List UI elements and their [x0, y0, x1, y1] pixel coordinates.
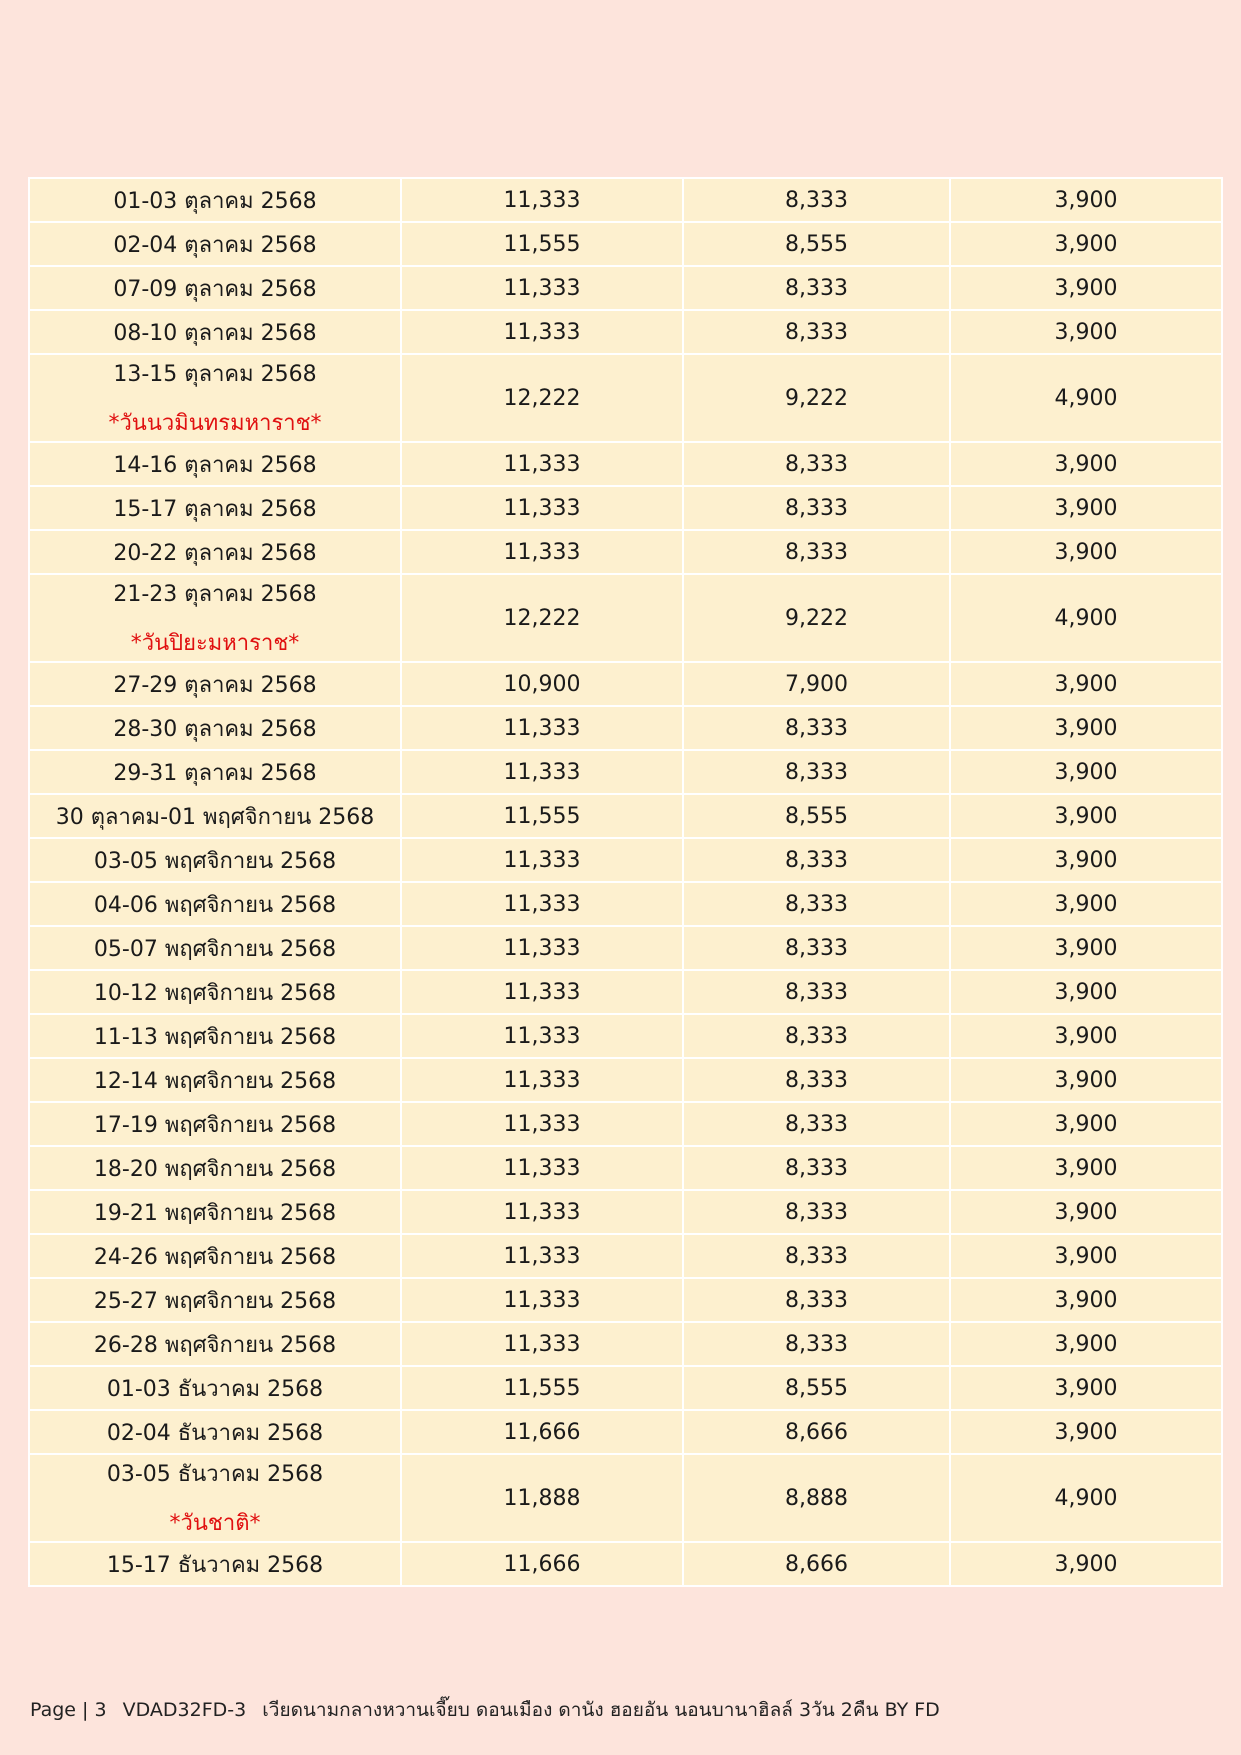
date-cell	[29, 1014, 401, 1058]
price-cell-c: 3,900	[950, 178, 1222, 222]
date-cell	[29, 222, 401, 266]
date-cell	[29, 1366, 401, 1410]
date-cell	[29, 1102, 401, 1146]
price-cell-b: 8,333	[683, 750, 950, 794]
date-cell	[29, 486, 401, 530]
price-cell-a: 11,555	[401, 794, 683, 838]
price-cell-c: 3,900	[950, 926, 1222, 970]
table-row	[29, 970, 1222, 1014]
price-cell-c: 3,900	[950, 1102, 1222, 1146]
price-cell-c: 3,900	[950, 970, 1222, 1014]
price-cell-a: 11,333	[401, 1014, 683, 1058]
date-cell	[29, 1278, 401, 1322]
price-cell-a: 11,666	[401, 1410, 683, 1454]
price-cell-b: 9,222	[683, 354, 950, 442]
travel-date: 07-09 ตุลาคม 2568	[113, 276, 317, 302]
travel-date: 27-29 ตุลาคม 2568	[113, 672, 317, 698]
price-cell-b: 8,333	[683, 486, 950, 530]
price-cell-a: 10,900	[401, 662, 683, 706]
date-cell	[29, 882, 401, 926]
price-cell-c: 3,900	[950, 794, 1222, 838]
price-cell-c: 4,900	[950, 1454, 1222, 1542]
date-cell	[29, 1190, 401, 1234]
travel-date: 12-14 พฤศจิกายน 2568	[93, 1068, 337, 1094]
travel-date: 29-31 ตุลาคม 2568	[113, 760, 317, 786]
price-cell-b: 8,333	[683, 970, 950, 1014]
date-cell	[29, 662, 401, 706]
date-cell	[29, 1322, 401, 1366]
price-cell-c: 3,900	[950, 1278, 1222, 1322]
table-row	[29, 222, 1222, 266]
table-row	[29, 838, 1222, 882]
date-cell	[29, 442, 401, 486]
price-cell-b: 7,900	[683, 662, 950, 706]
table-row	[29, 1366, 1222, 1410]
travel-date: 10-12 พฤศจิกายน 2568	[93, 980, 337, 1006]
price-cell-a: 11,333	[401, 442, 683, 486]
travel-date: 20-22 ตุลาคม 2568	[113, 540, 317, 566]
price-cell-b: 8,333	[683, 1058, 950, 1102]
travel-date: 02-04 ตุลาคม 2568	[113, 232, 317, 258]
travel-date: 03-05 ธันวาคม 2568	[106, 1462, 324, 1487]
price-cell-c: 3,900	[950, 662, 1222, 706]
table-row	[29, 1146, 1222, 1190]
price-cell-c: 3,900	[950, 1146, 1222, 1190]
price-cell-c: 3,900	[950, 266, 1222, 310]
price-cell-b: 9,222	[683, 574, 950, 662]
travel-date: 28-30 ตุลาคม 2568	[113, 716, 317, 742]
price-cell-a: 12,222	[401, 574, 683, 662]
travel-date: 02-04 ธันวาคม 2568	[106, 1420, 324, 1446]
price-cell-c: 3,900	[950, 882, 1222, 926]
price-cell-c: 3,900	[950, 1058, 1222, 1102]
table-row	[29, 926, 1222, 970]
table-row	[29, 1410, 1222, 1454]
date-cell	[29, 1234, 401, 1278]
table-row	[29, 486, 1222, 530]
price-cell-b: 8,333	[683, 1190, 950, 1234]
price-cell-b: 8,333	[683, 926, 950, 970]
price-cell-c: 4,900	[950, 574, 1222, 662]
travel-date: 13-15 ตุลาคม 2568	[113, 362, 317, 387]
price-cell-a: 11,333	[401, 1278, 683, 1322]
travel-date: 11-13 พฤศจิกายน 2568	[93, 1024, 337, 1050]
travel-date: 18-20 พฤศจิกายน 2568	[93, 1156, 337, 1182]
date-cell	[29, 838, 401, 882]
table-row	[29, 574, 1222, 662]
travel-date: 24-26 พฤศจิกายน 2568	[93, 1244, 337, 1270]
price-cell-c: 3,900	[950, 706, 1222, 750]
table-row	[29, 266, 1222, 310]
price-cell-a: 11,333	[401, 1322, 683, 1366]
date-cell	[29, 266, 401, 310]
price-cell-c: 4,900	[950, 354, 1222, 442]
table-row	[29, 1322, 1222, 1366]
price-cell-c: 3,900	[950, 1410, 1222, 1454]
price-cell-b: 8,555	[683, 794, 950, 838]
page-number: Page | 3	[30, 1699, 107, 1721]
price-table	[28, 177, 1223, 1587]
travel-date: 03-05 พฤศจิกายน 2568	[93, 848, 337, 874]
price-cell-a: 11,555	[401, 1366, 683, 1410]
table-row	[29, 882, 1222, 926]
price-cell-b: 8,333	[683, 310, 950, 354]
price-cell-b: 8,333	[683, 1014, 950, 1058]
travel-date: 19-21 พฤศจิกายน 2568	[93, 1200, 337, 1226]
price-cell-c: 3,900	[950, 750, 1222, 794]
price-table-container	[28, 177, 1213, 1587]
table-row	[29, 442, 1222, 486]
price-cell-a: 11,888	[401, 1454, 683, 1542]
price-cell-b: 8,333	[683, 1322, 950, 1366]
date-cell	[29, 970, 401, 1014]
date-cell	[29, 310, 401, 354]
table-row	[29, 706, 1222, 750]
date-cell	[29, 1410, 401, 1454]
date-cell	[29, 794, 401, 838]
table-row	[29, 1190, 1222, 1234]
travel-date: 17-19 พฤศจิกายน 2568	[93, 1112, 337, 1138]
price-table-body	[29, 178, 1222, 1586]
holiday-note: *วันนวมินทรมหาราช*	[108, 411, 322, 436]
travel-date: 25-27 พฤศจิกายน 2568	[93, 1288, 337, 1314]
price-cell-a: 11,333	[401, 970, 683, 1014]
price-cell-c: 3,900	[950, 530, 1222, 574]
price-cell-a: 11,333	[401, 178, 683, 222]
travel-date: 21-23 ตุลาคม 2568	[113, 582, 317, 607]
price-cell-a: 11,333	[401, 750, 683, 794]
table-row	[29, 530, 1222, 574]
table-row	[29, 1014, 1222, 1058]
price-cell-a: 11,333	[401, 838, 683, 882]
price-cell-c: 3,900	[950, 442, 1222, 486]
travel-date: 01-03 ตุลาคม 2568	[113, 188, 317, 214]
table-row	[29, 662, 1222, 706]
price-cell-b: 8,333	[683, 1146, 950, 1190]
price-cell-c: 3,900	[950, 1014, 1222, 1058]
price-cell-a: 11,333	[401, 882, 683, 926]
price-cell-b: 8,888	[683, 1454, 950, 1542]
price-cell-a: 11,666	[401, 1542, 683, 1586]
date-cell	[29, 1542, 401, 1586]
price-cell-b: 8,333	[683, 266, 950, 310]
price-cell-a: 11,333	[401, 310, 683, 354]
price-cell-c: 3,900	[950, 486, 1222, 530]
price-cell-a: 11,333	[401, 486, 683, 530]
travel-date: 01-03 ธันวาคม 2568	[106, 1376, 324, 1402]
program-code: VDAD32FD-3	[122, 1699, 247, 1721]
table-row	[29, 354, 1222, 442]
price-cell-c: 3,900	[950, 1366, 1222, 1410]
price-cell-b: 8,333	[683, 706, 950, 750]
date-cell	[29, 1146, 401, 1190]
price-cell-b: 8,555	[683, 222, 950, 266]
price-cell-b: 8,333	[683, 1102, 950, 1146]
date-cell	[29, 354, 401, 442]
price-cell-c: 3,900	[950, 310, 1222, 354]
price-cell-a: 11,333	[401, 1102, 683, 1146]
price-cell-c: 3,900	[950, 1234, 1222, 1278]
table-row	[29, 1234, 1222, 1278]
date-cell	[29, 750, 401, 794]
date-cell	[29, 574, 401, 662]
price-cell-b: 8,666	[683, 1410, 950, 1454]
holiday-note: *วันชาติ*	[169, 1511, 261, 1536]
date-cell	[29, 1454, 401, 1542]
price-cell-a: 11,333	[401, 706, 683, 750]
price-cell-c: 3,900	[950, 222, 1222, 266]
price-cell-b: 8,333	[683, 882, 950, 926]
table-row	[29, 1058, 1222, 1102]
price-cell-a: 12,222	[401, 354, 683, 442]
table-row	[29, 750, 1222, 794]
travel-date: 15-17 ตุลาคม 2568	[113, 496, 317, 522]
program-title: เวียดนามกลางหวานเจี๊ยบ ดอนเมือง ดานัง ฮอยอัน นอนบานาฮิลล์ 3วัน 2คืน BY FD	[262, 1699, 940, 1721]
price-cell-a: 11,333	[401, 1234, 683, 1278]
date-cell	[29, 178, 401, 222]
price-cell-a: 11,333	[401, 530, 683, 574]
price-cell-c: 3,900	[950, 1322, 1222, 1366]
price-cell-b: 8,333	[683, 530, 950, 574]
price-cell-a: 11,333	[401, 1058, 683, 1102]
travel-date: 08-10 ตุลาคม 2568	[113, 320, 317, 346]
price-cell-b: 8,555	[683, 1366, 950, 1410]
price-cell-b: 8,333	[683, 442, 950, 486]
price-cell-c: 3,900	[950, 1190, 1222, 1234]
price-cell-a: 11,333	[401, 266, 683, 310]
price-cell-c: 3,900	[950, 1542, 1222, 1586]
price-cell-a: 11,333	[401, 1146, 683, 1190]
travel-date: 30 ตุลาคม-01 พฤศจิกายน 2568	[55, 804, 375, 830]
date-cell	[29, 926, 401, 970]
date-cell	[29, 530, 401, 574]
price-cell-b: 8,333	[683, 838, 950, 882]
travel-date: 15-17 ธันวาคม 2568	[106, 1552, 324, 1578]
date-cell	[29, 706, 401, 750]
price-cell-c: 3,900	[950, 838, 1222, 882]
table-row	[29, 1102, 1222, 1146]
travel-date: 04-06 พฤศจิกายน 2568	[93, 892, 337, 918]
table-row	[29, 794, 1222, 838]
holiday-note: *วันปิยะมหาราช*	[130, 631, 300, 656]
page-footer	[30, 1695, 950, 1725]
table-row	[29, 1454, 1222, 1542]
price-cell-a: 11,555	[401, 222, 683, 266]
travel-date: 26-28 พฤศจิกายน 2568	[93, 1332, 337, 1358]
date-cell	[29, 1058, 401, 1102]
table-row	[29, 310, 1222, 354]
price-cell-a: 11,333	[401, 926, 683, 970]
price-cell-b: 8,333	[683, 178, 950, 222]
table-row	[29, 1278, 1222, 1322]
price-cell-b: 8,333	[683, 1234, 950, 1278]
table-row	[29, 178, 1222, 222]
travel-date: 05-07 พฤศจิกายน 2568	[93, 936, 337, 962]
price-cell-a: 11,333	[401, 1190, 683, 1234]
table-row	[29, 1542, 1222, 1586]
price-cell-b: 8,666	[683, 1542, 950, 1586]
travel-date: 14-16 ตุลาคม 2568	[113, 452, 317, 478]
price-cell-b: 8,333	[683, 1278, 950, 1322]
